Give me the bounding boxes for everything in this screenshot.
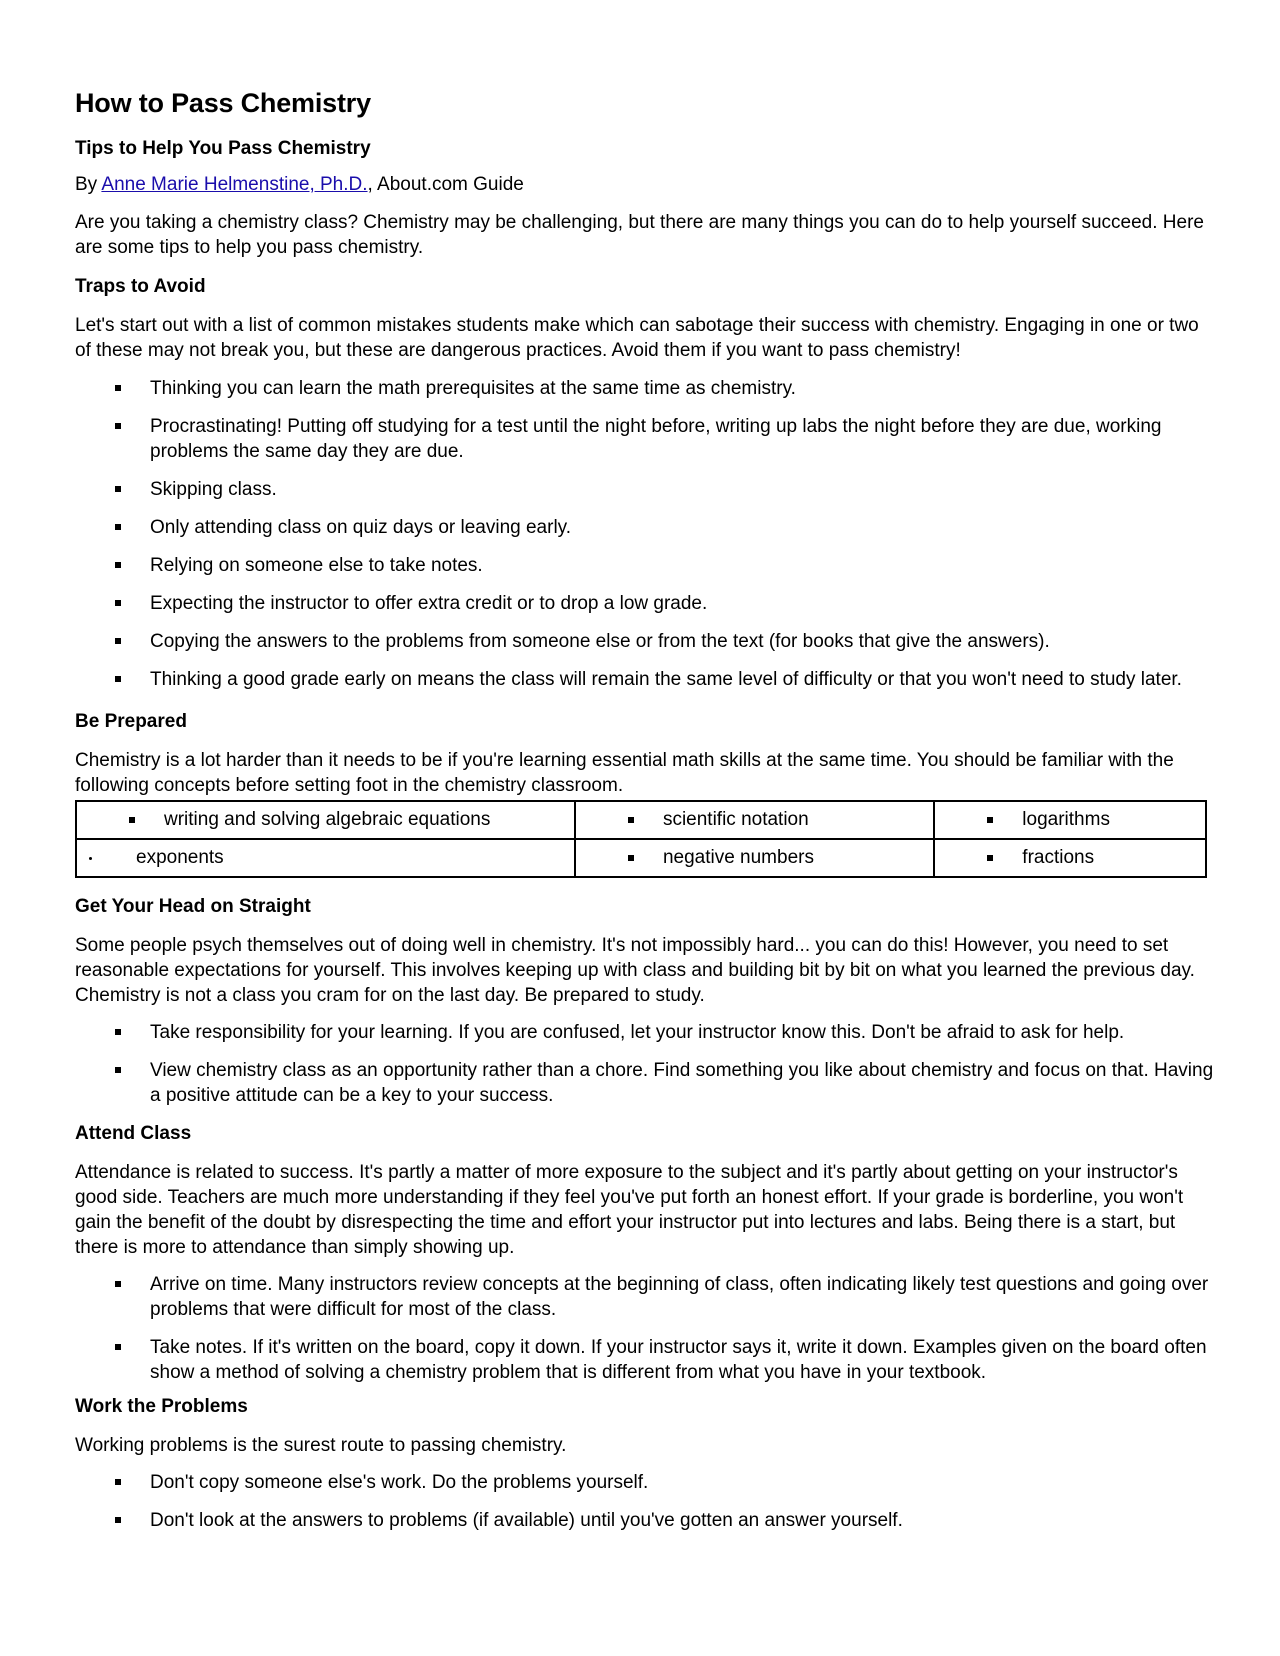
bullet-icon (129, 817, 135, 823)
intro-paragraph: Are you taking a chemistry class? Chemistry may be challenging, but there are many things you can do to help yourself succeed. Here are some tips to help you pass chemistry. (75, 212, 1204, 258)
traps-paragraph: Let's start out with a list of common mistakes students make which can sabotage their success with chemistry. Engaging in one or two of these may not break you, but these are dangerous practices. Avoid them if you want to pass chemistry! (75, 315, 1199, 361)
table-cell (934, 801, 1206, 839)
bullet-icon (115, 1281, 121, 1287)
bullet-icon (115, 1479, 121, 1485)
list-item-text: Copying the answers to the problems from someone else or from the text (for books that give the answers). (150, 631, 1050, 652)
page-title: How to Pass Chemistry (75, 88, 371, 118)
list-item-text: Skipping class. (150, 479, 277, 500)
table-cell (575, 801, 934, 839)
work-list (75, 1470, 1215, 1533)
byline (75, 172, 1205, 197)
table-row (76, 839, 1206, 877)
list-item (75, 376, 1215, 401)
table-cell (934, 839, 1206, 877)
list-item (75, 477, 1215, 502)
list-item-text: Arrive on time. Many instructors review concepts at the beginning of class, often indicating likely test questions and going over problems that were difficult for most of the class. (150, 1274, 1209, 1320)
list-item-text: Procrastinating! Putting off studying for a test until the night before, writing up labs the night before they are due, working problems the same day they are due. (150, 416, 1162, 462)
section-heading-traps: Traps to Avoid (75, 276, 206, 297)
list-item (75, 629, 1215, 654)
byline-prefix: By (75, 174, 102, 195)
bullet-icon (115, 600, 121, 606)
cell-text: fractions (1022, 847, 1095, 868)
list-item (75, 1508, 1215, 1533)
bullet-icon (115, 676, 121, 682)
table-cell (76, 801, 575, 839)
bullet-icon (115, 638, 121, 644)
math-skills-table (75, 800, 1207, 878)
list-item-text: Don't copy someone else's work. Do the problems yourself. (150, 1472, 649, 1493)
head-paragraph: Some people psych themselves out of doing well in chemistry. It's not impossibly hard... you can do this! However, you need to set reasonable expectations for yourself. This involves keeping up with class and building bit by bit on what you learned the previous day. Chemistry is not a class you cram for on the last day. Be prepared to study. (75, 935, 1195, 1006)
author-link[interactable]: Anne Marie Helmenstine, Ph.D. (101, 174, 368, 195)
list-item (75, 1335, 1215, 1385)
bullet-icon (115, 524, 121, 530)
attend-paragraph: Attendance is related to success. It's partly a matter of more exposure to the subject and it's partly about getting on your instructor's good side. Teachers are much more understanding if they feel you've put forth an honest effort. If your grade is borderline, you won't gain the benefit of the doubt by disrespecting the time and effort your instructor put into lectures and labs. Being there is a start, but there is more to attendance than simply showing up. (75, 1162, 1184, 1258)
bullet-icon (115, 1029, 121, 1035)
list-item (75, 553, 1215, 578)
list-item (75, 1058, 1215, 1108)
table-row (76, 801, 1206, 839)
list-item (75, 515, 1215, 540)
bullet-icon (115, 385, 121, 391)
byline-suffix: , About.com Guide (367, 174, 524, 195)
section-heading-prepared: Be Prepared (75, 711, 187, 732)
table-cell (575, 839, 934, 877)
head-list (75, 1020, 1215, 1108)
prepared-paragraph: Chemistry is a lot harder than it needs to be if you're learning essential math skills at the same time. You should be familiar with the following concepts before setting foot in the chemistry classroom. (75, 750, 1174, 796)
list-item (75, 414, 1215, 464)
dot-icon (89, 857, 92, 860)
section-heading-work: Work the Problems (75, 1396, 248, 1417)
list-item-text: Don't look at the answers to problems (if available) until you've gotten an answer yourself. (150, 1510, 903, 1531)
list-item-text: Thinking a good grade early on means the class will remain the same level of difficulty or that you won't need to study later. (150, 669, 1182, 690)
list-item-text: Only attending class on quiz days or leaving early. (150, 517, 572, 538)
list-item-text: View chemistry class as an opportunity rather than a chore. Find something you like about chemistry and focus on that. Having a positive attitude can be a key to your success. (150, 1060, 1214, 1106)
list-item-text: Thinking you can learn the math prerequisites at the same time as chemistry. (150, 378, 796, 399)
bullet-icon (115, 486, 121, 492)
cell-text: exponents (136, 847, 224, 868)
list-item (75, 1020, 1215, 1045)
cell-text: writing and solving algebraic equations (164, 809, 491, 830)
traps-list (75, 376, 1215, 692)
bullet-icon (987, 855, 993, 861)
bullet-icon (628, 817, 634, 823)
bullet-icon (115, 423, 121, 429)
list-item (75, 1272, 1215, 1322)
cell-text: negative numbers (662, 847, 814, 868)
bullet-icon (628, 855, 634, 861)
section-heading-attend: Attend Class (75, 1123, 192, 1144)
work-paragraph: Working problems is the surest route to passing chemistry. (75, 1435, 567, 1456)
list-item-text: Expecting the instructor to offer extra credit or to drop a low grade. (150, 593, 708, 614)
bullet-icon (115, 1344, 121, 1350)
list-item (75, 1470, 1215, 1495)
section-heading-head: Get Your Head on Straight (75, 896, 311, 917)
table-cell (76, 839, 575, 877)
bullet-icon (115, 562, 121, 568)
list-item-text: Take notes. If it's written on the board, copy it down. If your instructor says it, write it down. Examples given on the board often show a method of solving a chemistry problem that is different from what you have in your textbook. (150, 1337, 1207, 1383)
page-subtitle: Tips to Help You Pass Chemistry (75, 138, 371, 159)
list-item-text: Take responsibility for your learning. If you are confused, let your instructor know this. Don't be afraid to ask for help. (150, 1022, 1125, 1043)
bullet-icon (115, 1067, 121, 1073)
list-item (75, 591, 1215, 616)
cell-text: scientific notation (662, 809, 809, 830)
cell-text: logarithms (1022, 809, 1110, 830)
bullet-icon (115, 1517, 121, 1523)
list-item (75, 667, 1215, 692)
attend-list (75, 1272, 1215, 1385)
bullet-icon (987, 817, 993, 823)
list-item-text: Relying on someone else to take notes. (150, 555, 483, 576)
